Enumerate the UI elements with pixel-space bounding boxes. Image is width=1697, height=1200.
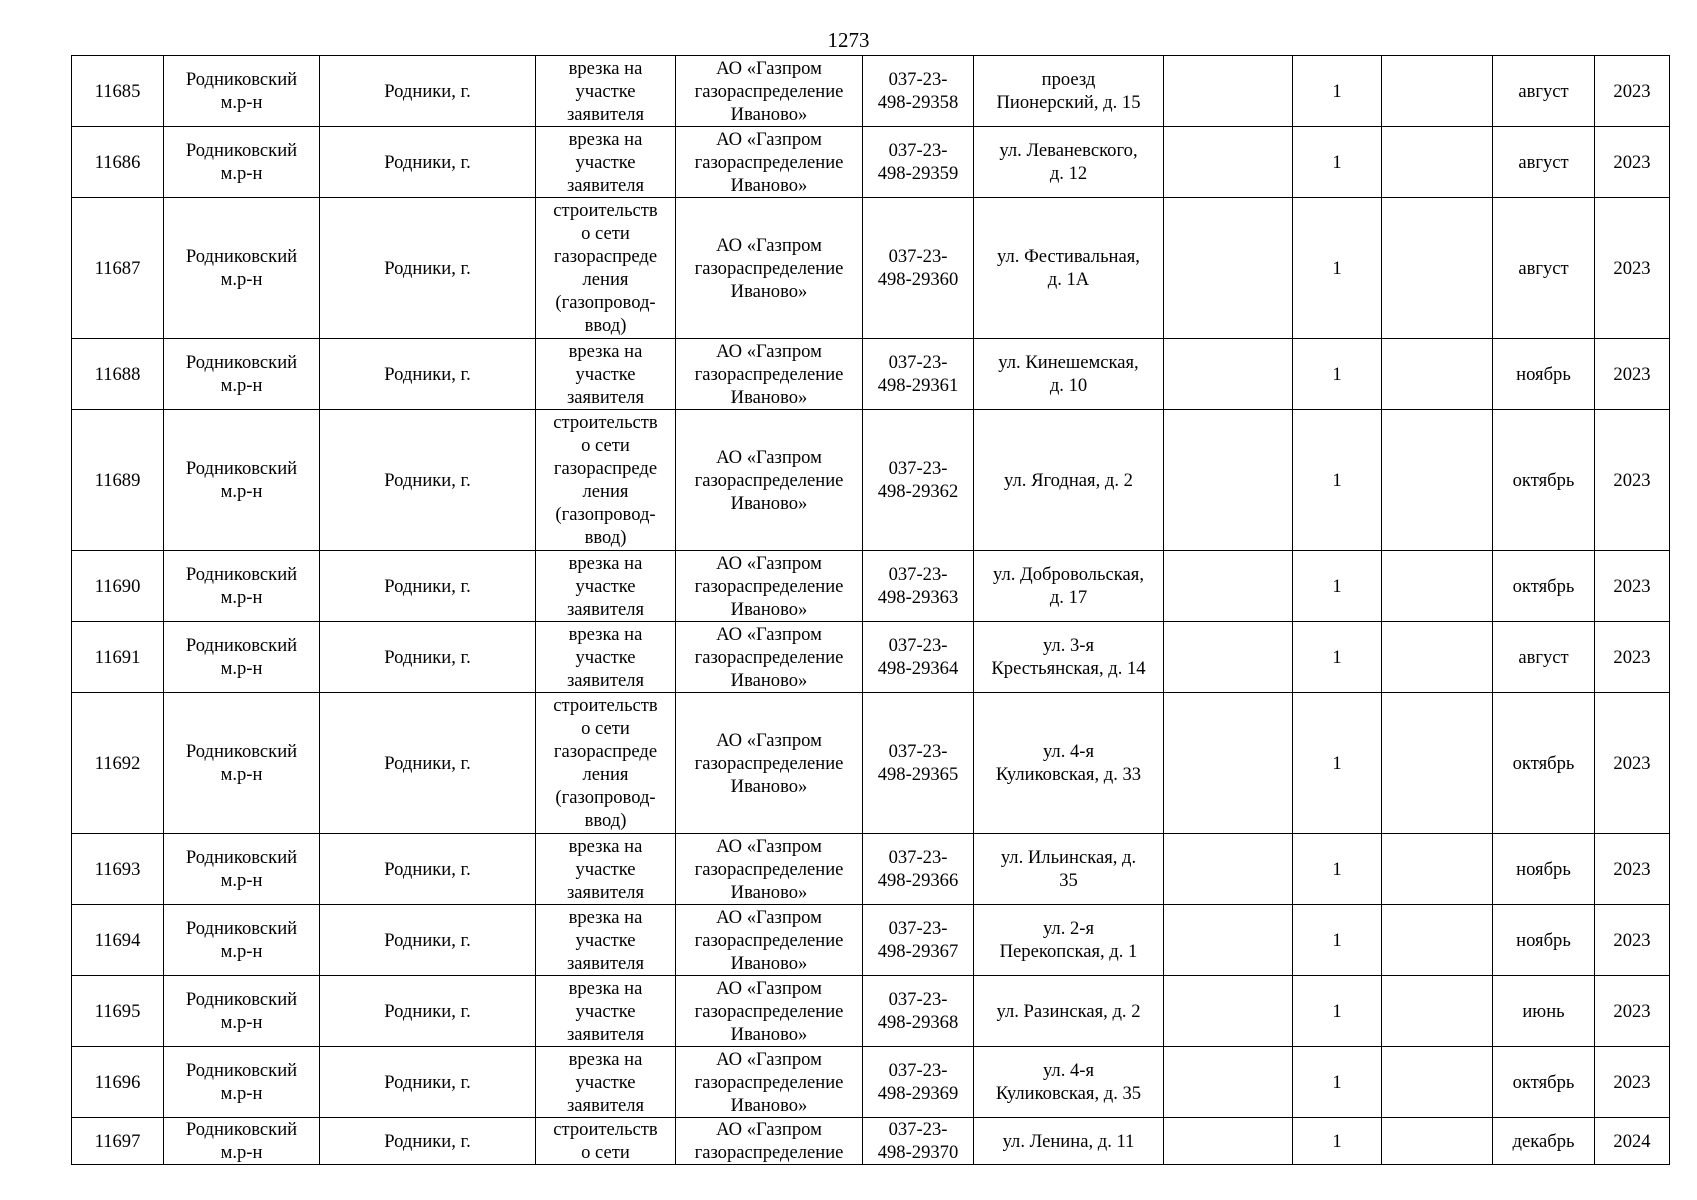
month-cell: август <box>1493 127 1595 198</box>
code-cell: 037-23- 498-29367 <box>863 905 974 976</box>
row-number: 11690 <box>72 551 164 622</box>
quantity-cell: 1 <box>1293 905 1382 976</box>
work-type-cell: строительств о сети <box>536 1118 676 1165</box>
code-cell: 037-23- 498-29368 <box>863 976 974 1047</box>
district-cell: Родниковский м.р-н <box>164 410 320 551</box>
year-cell: 2023 <box>1595 410 1670 551</box>
quantity-cell: 1 <box>1293 410 1382 551</box>
empty-cell <box>1164 339 1293 410</box>
row-number: 11697 <box>72 1118 164 1165</box>
district-cell: Родниковский м.р-н <box>164 56 320 127</box>
empty-cell <box>1382 127 1493 198</box>
work-type-cell: врезка на участке заявителя <box>536 905 676 976</box>
organization-cell: АО «Газпром газораспределение Иваново» <box>676 976 863 1047</box>
empty-cell <box>1382 976 1493 1047</box>
year-cell: 2023 <box>1595 905 1670 976</box>
work-type-cell: строительств о сети газораспреде ления (газопровод- ввод) <box>536 410 676 551</box>
empty-cell <box>1164 410 1293 551</box>
address-cell: ул. Леваневского, д. 12 <box>974 127 1164 198</box>
month-cell: октябрь <box>1493 410 1595 551</box>
locality-cell: Родники, г. <box>320 976 536 1047</box>
code-cell: 037-23- 498-29365 <box>863 693 974 834</box>
row-number: 11686 <box>72 127 164 198</box>
organization-cell: АО «Газпром газораспределение Иваново» <box>676 834 863 905</box>
table-row <box>72 56 1670 127</box>
organization-cell: АО «Газпром газораспределение <box>676 1118 863 1165</box>
month-cell: август <box>1493 56 1595 127</box>
work-type-cell: врезка на участке заявителя <box>536 622 676 693</box>
quantity-cell: 1 <box>1293 834 1382 905</box>
empty-cell <box>1164 127 1293 198</box>
row-number: 11696 <box>72 1047 164 1118</box>
district-cell: Родниковский м.р-н <box>164 693 320 834</box>
address-cell: ул. Разинская, д. 2 <box>974 976 1164 1047</box>
address-cell: ул. 4-я Куликовская, д. 35 <box>974 1047 1164 1118</box>
work-type-cell: врезка на участке заявителя <box>536 339 676 410</box>
month-cell: октябрь <box>1493 1047 1595 1118</box>
district-cell: Родниковский м.р-н <box>164 127 320 198</box>
empty-cell <box>1382 905 1493 976</box>
district-cell: Родниковский м.р-н <box>164 976 320 1047</box>
empty-cell <box>1164 693 1293 834</box>
year-cell: 2023 <box>1595 693 1670 834</box>
quantity-cell: 1 <box>1293 127 1382 198</box>
work-type-cell: строительств о сети газораспреде ления (газопровод- ввод) <box>536 198 676 339</box>
empty-cell <box>1382 56 1493 127</box>
year-cell: 2023 <box>1595 339 1670 410</box>
row-number: 11691 <box>72 622 164 693</box>
organization-cell: АО «Газпром газораспределение Иваново» <box>676 339 863 410</box>
table-row <box>72 693 1670 834</box>
year-cell: 2023 <box>1595 1047 1670 1118</box>
locality-cell: Родники, г. <box>320 905 536 976</box>
address-cell: ул. 2-я Перекопская, д. 1 <box>974 905 1164 976</box>
address-cell: ул. Ленина, д. 11 <box>974 1118 1164 1165</box>
quantity-cell: 1 <box>1293 1118 1382 1165</box>
table-row <box>72 1118 1670 1165</box>
quantity-cell: 1 <box>1293 622 1382 693</box>
code-cell: 037-23- 498-29370 <box>863 1118 974 1165</box>
address-cell: ул. Добровольская, д. 17 <box>974 551 1164 622</box>
organization-cell: АО «Газпром газораспределение Иваново» <box>676 622 863 693</box>
locality-cell: Родники, г. <box>320 127 536 198</box>
code-cell: 037-23- 498-29362 <box>863 410 974 551</box>
row-number: 11694 <box>72 905 164 976</box>
work-type-cell: врезка на участке заявителя <box>536 1047 676 1118</box>
month-cell: октябрь <box>1493 551 1595 622</box>
quantity-cell: 1 <box>1293 976 1382 1047</box>
year-cell: 2023 <box>1595 56 1670 127</box>
code-cell: 037-23- 498-29358 <box>863 56 974 127</box>
quantity-cell: 1 <box>1293 1047 1382 1118</box>
empty-cell <box>1164 834 1293 905</box>
table-row <box>72 622 1670 693</box>
table-row <box>72 976 1670 1047</box>
organization-cell: АО «Газпром газораспределение Иваново» <box>676 1047 863 1118</box>
locality-cell: Родники, г. <box>320 410 536 551</box>
organization-cell: АО «Газпром газораспределение Иваново» <box>676 56 863 127</box>
month-cell: август <box>1493 622 1595 693</box>
empty-cell <box>1382 693 1493 834</box>
organization-cell: АО «Газпром газораспределение Иваново» <box>676 198 863 339</box>
table-row <box>72 905 1670 976</box>
locality-cell: Родники, г. <box>320 198 536 339</box>
row-number: 11688 <box>72 339 164 410</box>
empty-cell <box>1164 1047 1293 1118</box>
empty-cell <box>1382 551 1493 622</box>
table-row <box>72 339 1670 410</box>
district-cell: Родниковский м.р-н <box>164 905 320 976</box>
organization-cell: АО «Газпром газораспределение Иваново» <box>676 410 863 551</box>
address-cell: ул. Ильинская, д. 35 <box>974 834 1164 905</box>
month-cell: июнь <box>1493 976 1595 1047</box>
row-number: 11695 <box>72 976 164 1047</box>
year-cell: 2024 <box>1595 1118 1670 1165</box>
gasification-register-table <box>71 55 1670 1165</box>
empty-cell <box>1382 622 1493 693</box>
row-number: 11689 <box>72 410 164 551</box>
empty-cell <box>1164 551 1293 622</box>
table-row <box>72 410 1670 551</box>
district-cell: Родниковский м.р-н <box>164 198 320 339</box>
table-row <box>72 834 1670 905</box>
quantity-cell: 1 <box>1293 551 1382 622</box>
table-row <box>72 127 1670 198</box>
month-cell: декабрь <box>1493 1118 1595 1165</box>
code-cell: 037-23- 498-29366 <box>863 834 974 905</box>
row-number: 11693 <box>72 834 164 905</box>
month-cell: ноябрь <box>1493 339 1595 410</box>
year-cell: 2023 <box>1595 198 1670 339</box>
empty-cell <box>1164 1118 1293 1165</box>
locality-cell: Родники, г. <box>320 551 536 622</box>
row-number: 11685 <box>72 56 164 127</box>
page-number: 1273 <box>827 28 870 52</box>
address-cell: ул. Ягодная, д. 2 <box>974 410 1164 551</box>
quantity-cell: 1 <box>1293 693 1382 834</box>
organization-cell: АО «Газпром газораспределение Иваново» <box>676 551 863 622</box>
month-cell: октябрь <box>1493 693 1595 834</box>
work-type-cell: врезка на участке заявителя <box>536 551 676 622</box>
empty-cell <box>1164 198 1293 339</box>
work-type-cell: врезка на участке заявителя <box>536 976 676 1047</box>
empty-cell <box>1164 622 1293 693</box>
locality-cell: Родники, г. <box>320 834 536 905</box>
code-cell: 037-23- 498-29364 <box>863 622 974 693</box>
address-cell: проезд Пионерский, д. 15 <box>974 56 1164 127</box>
work-type-cell: врезка на участке заявителя <box>536 834 676 905</box>
empty-cell <box>1382 410 1493 551</box>
address-cell: ул. 3-я Крестьянская, д. 14 <box>974 622 1164 693</box>
empty-cell <box>1382 1118 1493 1165</box>
locality-cell: Родники, г. <box>320 622 536 693</box>
month-cell: ноябрь <box>1493 834 1595 905</box>
empty-cell <box>1382 339 1493 410</box>
row-number: 11692 <box>72 693 164 834</box>
table-row <box>72 551 1670 622</box>
locality-cell: Родники, г. <box>320 1118 536 1165</box>
code-cell: 037-23- 498-29363 <box>863 551 974 622</box>
code-cell: 037-23- 498-29359 <box>863 127 974 198</box>
empty-cell <box>1382 834 1493 905</box>
table-row <box>72 1047 1670 1118</box>
quantity-cell: 1 <box>1293 339 1382 410</box>
locality-cell: Родники, г. <box>320 693 536 834</box>
address-cell: ул. Кинешемская, д. 10 <box>974 339 1164 410</box>
locality-cell: Родники, г. <box>320 339 536 410</box>
year-cell: 2023 <box>1595 976 1670 1047</box>
district-cell: Родниковский м.р-н <box>164 551 320 622</box>
year-cell: 2023 <box>1595 127 1670 198</box>
organization-cell: АО «Газпром газораспределение Иваново» <box>676 127 863 198</box>
quantity-cell: 1 <box>1293 198 1382 339</box>
work-type-cell: врезка на участке заявителя <box>536 56 676 127</box>
month-cell: август <box>1493 198 1595 339</box>
year-cell: 2023 <box>1595 622 1670 693</box>
organization-cell: АО «Газпром газораспределение Иваново» <box>676 693 863 834</box>
district-cell: Родниковский м.р-н <box>164 834 320 905</box>
quantity-cell: 1 <box>1293 56 1382 127</box>
code-cell: 037-23- 498-29361 <box>863 339 974 410</box>
code-cell: 037-23- 498-29369 <box>863 1047 974 1118</box>
district-cell: Родниковский м.р-н <box>164 622 320 693</box>
year-cell: 2023 <box>1595 551 1670 622</box>
empty-cell <box>1382 198 1493 339</box>
empty-cell <box>1164 56 1293 127</box>
address-cell: ул. Фестивальная, д. 1А <box>974 198 1164 339</box>
work-type-cell: врезка на участке заявителя <box>536 127 676 198</box>
month-cell: ноябрь <box>1493 905 1595 976</box>
district-cell: Родниковский м.р-н <box>164 1047 320 1118</box>
empty-cell <box>1164 905 1293 976</box>
code-cell: 037-23- 498-29360 <box>863 198 974 339</box>
row-number: 11687 <box>72 198 164 339</box>
organization-cell: АО «Газпром газораспределение Иваново» <box>676 905 863 976</box>
work-type-cell: строительств о сети газораспреде ления (газопровод- ввод) <box>536 693 676 834</box>
locality-cell: Родники, г. <box>320 1047 536 1118</box>
address-cell: ул. 4-я Куликовская, д. 33 <box>974 693 1164 834</box>
empty-cell <box>1164 976 1293 1047</box>
table-row <box>72 198 1670 339</box>
district-cell: Родниковский м.р-н <box>164 339 320 410</box>
locality-cell: Родники, г. <box>320 56 536 127</box>
empty-cell <box>1382 1047 1493 1118</box>
district-cell: Родниковский м.р-н <box>164 1118 320 1165</box>
year-cell: 2023 <box>1595 834 1670 905</box>
